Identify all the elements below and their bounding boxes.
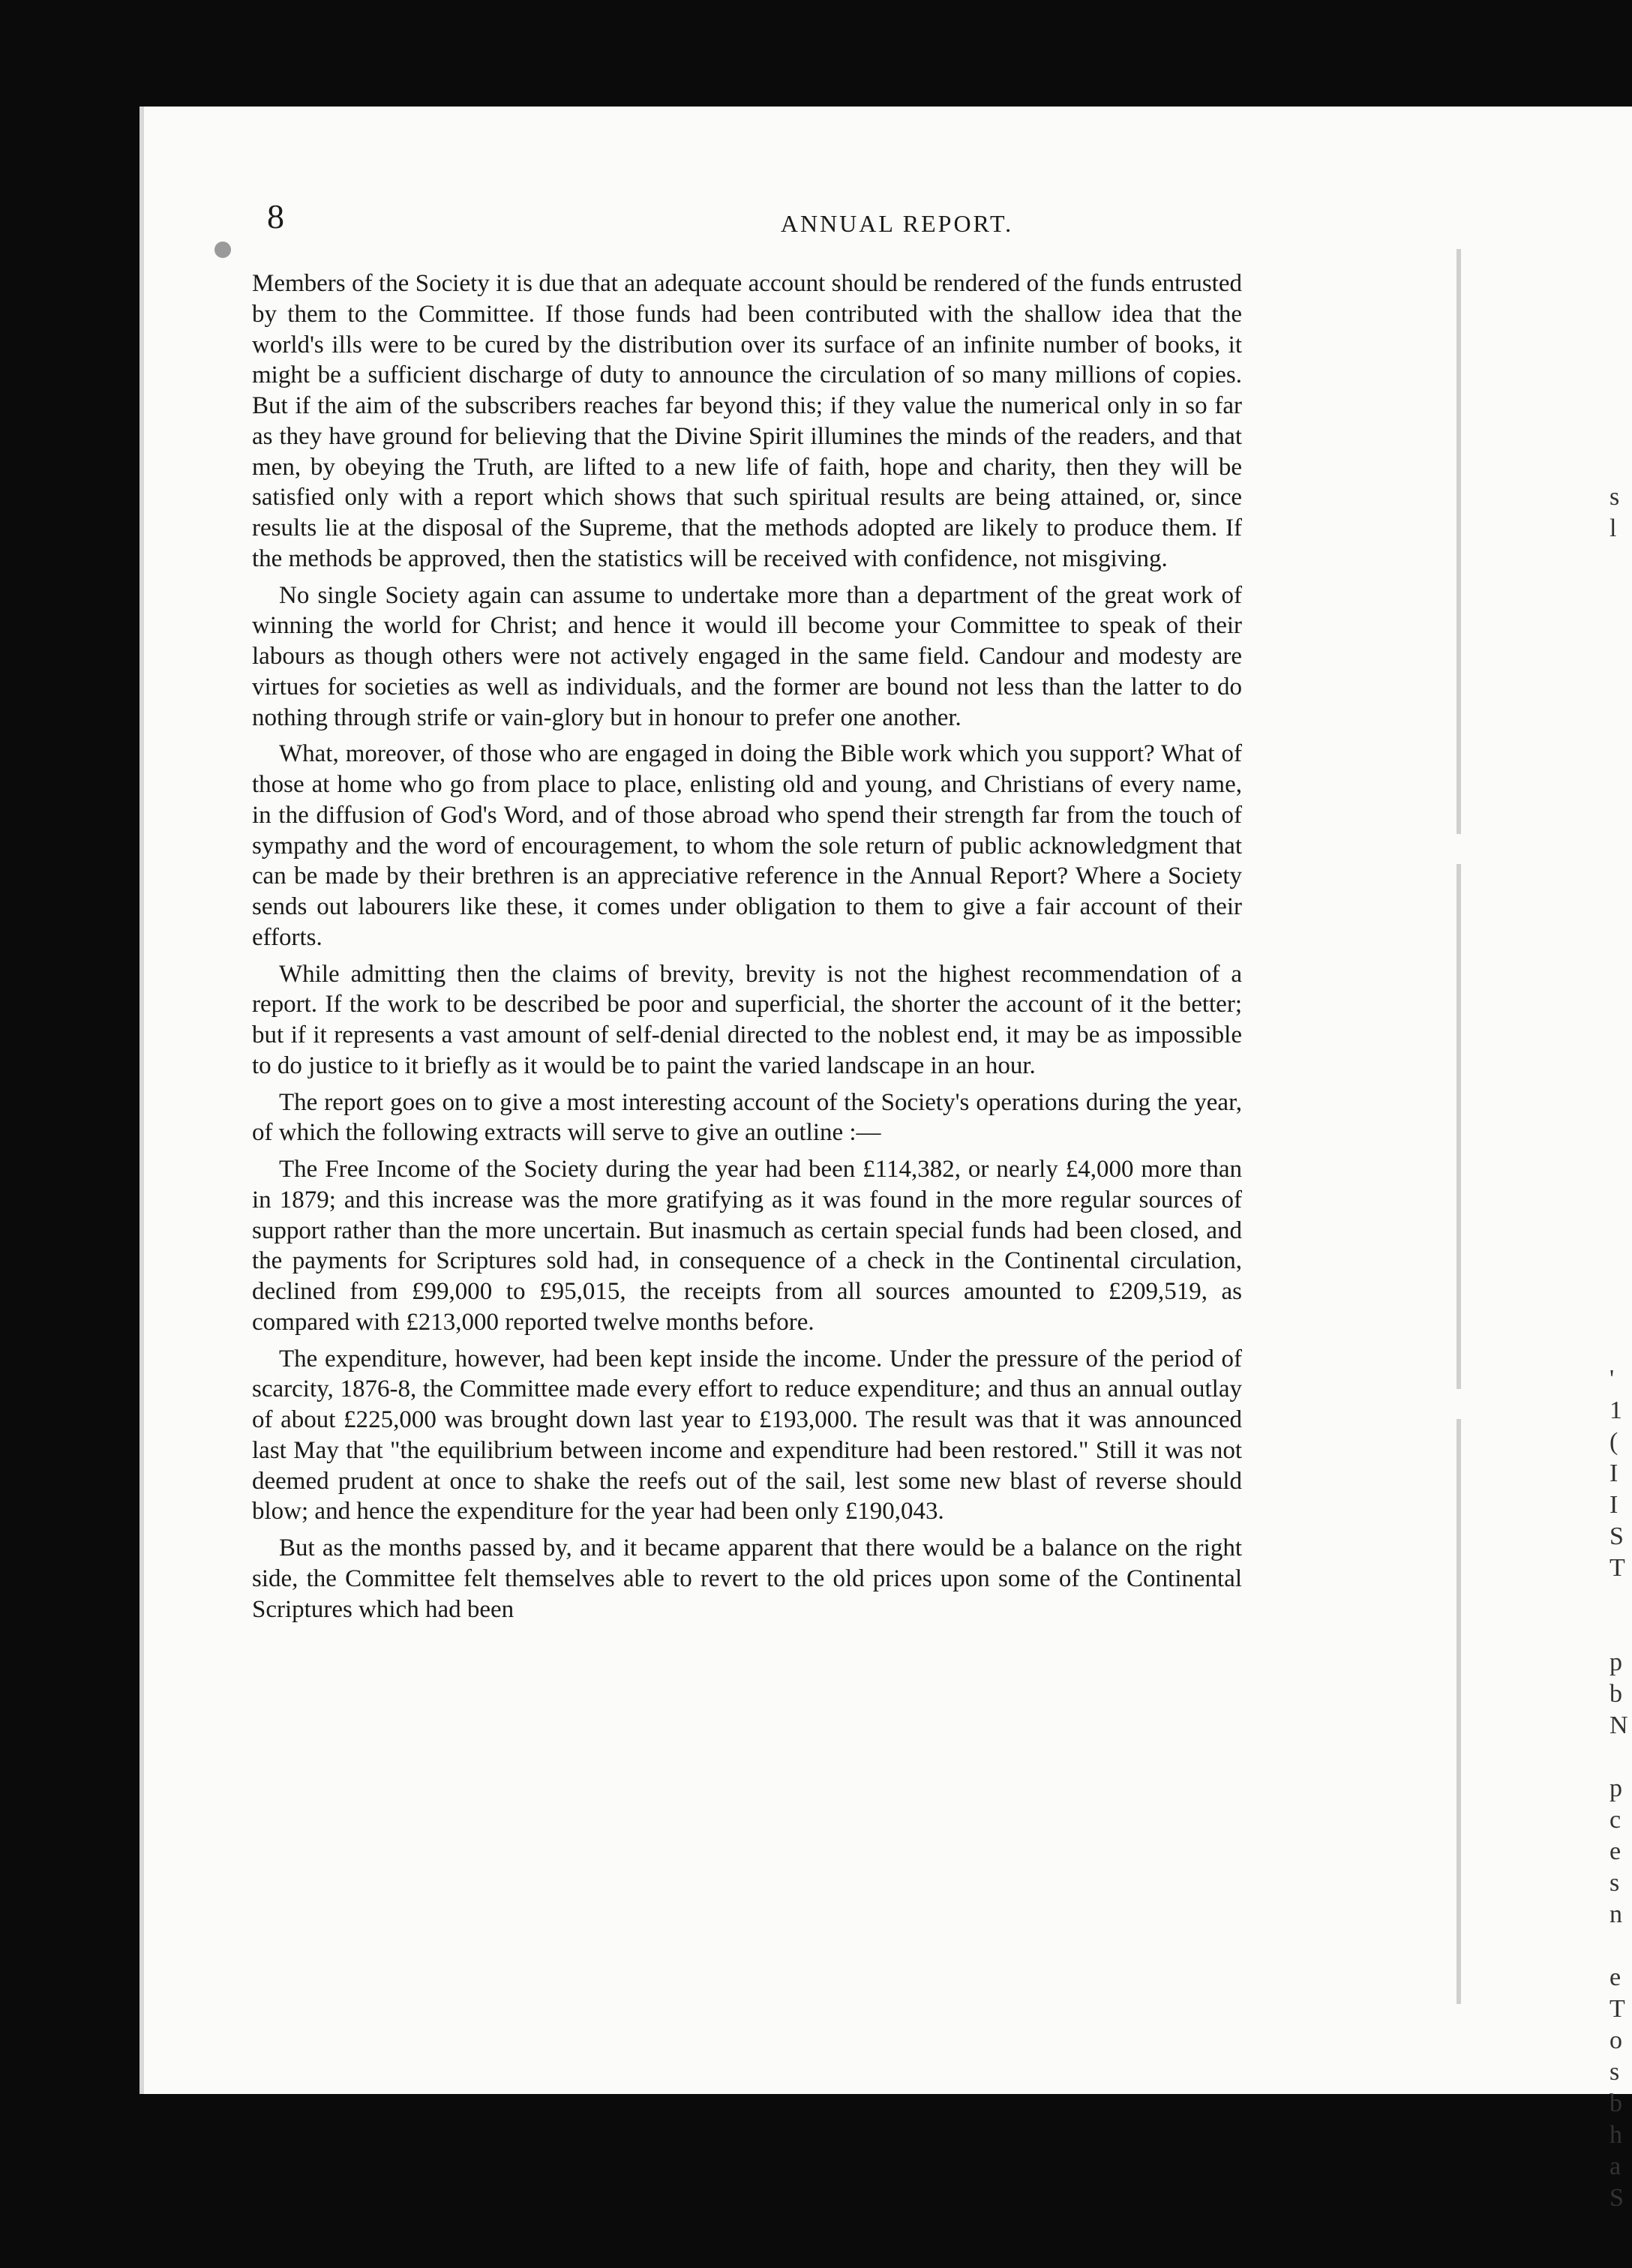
facing-fragment: b bbox=[1610, 1680, 1622, 1708]
facing-fragment bbox=[1610, 544, 1632, 576]
facing-fragment: a bbox=[1610, 2152, 1622, 2180]
facing-page-fragments bbox=[1610, 482, 1632, 2214]
facing-fragment: e bbox=[1610, 1964, 1622, 1991]
facing-fragment bbox=[1610, 1269, 1632, 1300]
facing-fragment bbox=[1610, 891, 1632, 922]
facing-fragment bbox=[1610, 1112, 1632, 1143]
facing-fragment: T bbox=[1610, 1554, 1625, 1582]
facing-fragment: s bbox=[1610, 2058, 1620, 2086]
facing-fragment bbox=[1610, 1930, 1632, 1962]
facing-fragment bbox=[1610, 639, 1632, 670]
facing-fragment bbox=[1610, 796, 1632, 828]
facing-fragment bbox=[1610, 1048, 1632, 1080]
facing-fragment bbox=[1610, 1300, 1632, 1332]
paragraph: The report goes on to give a most interesting account of the Society's operations during the year, of which the following extracts will serve to give an outline :— bbox=[252, 1088, 1242, 1147]
facing-fragment bbox=[1610, 1332, 1632, 1364]
facing-fragment bbox=[1610, 702, 1632, 734]
paragraph: What, moreover, of those who are engaged in doing the Bible work which you support? What of those at home who go from place to place, enlisting old and young, and Christians of every name, in the diffusion of God's Word, and of those abroad who spend their strength far from the touch of sympathy and the word of encouragement, to whom the sole return of public acknowledgment that can be made by their brethren is an appreciative reference in the Annual Report? Where a Society sends out labourers like these, it comes under obligation to them to give a fair account of their efforts. bbox=[252, 740, 1242, 951]
facing-fragment bbox=[1610, 922, 1632, 954]
facing-fragment: p bbox=[1610, 1648, 1622, 1676]
facing-fragment bbox=[1610, 1174, 1632, 1206]
paragraph: The Free Income of the Society during the year had been £114,382, or nearly £4,000 more than in 1879; and this increase was the more gratifying as it was found in the more regular sources of support rather than the more uncertain. But inasmuch as certain special funds had been closed, and the payments for Scriptures sold had, in consequence of a check in the Continental circulation, declined from £99,000 to £95,015, the receipts from all sources amounted to £209,519, as compared with £213,000 reported twelve months before. bbox=[252, 1156, 1242, 1336]
gutter-line bbox=[1456, 249, 1461, 834]
facing-fragment: N bbox=[1610, 1712, 1628, 1739]
page-number: 8 bbox=[267, 197, 284, 236]
facing-fragment bbox=[1610, 1017, 1632, 1048]
facing-fragment: S bbox=[1610, 2184, 1624, 2212]
facing-fragment: e bbox=[1610, 1838, 1622, 1865]
facing-fragment bbox=[1610, 1584, 1632, 1616]
page-edge bbox=[140, 106, 144, 2094]
facing-fragment bbox=[1610, 1238, 1632, 1269]
facing-fragment: c bbox=[1610, 1806, 1622, 1834]
facing-fragment bbox=[1610, 954, 1632, 986]
facing-fragment bbox=[1610, 986, 1632, 1017]
facing-fragment: o bbox=[1610, 2026, 1622, 2054]
paragraph: No single Society again can assume to undertake more than a department of the great work of winning the world for Christ; and hence it would ill become your Committee to speak of their labours as though others were not actively engaged in the same field. Candour and modesty are virtues for societies as well as individuals, and the former are bound not less than the latter to do nothing through strife or vain-glory but in honour to prefer one another. bbox=[252, 581, 1242, 731]
facing-fragment: p bbox=[1610, 1774, 1622, 1802]
facing-fragment: s bbox=[1610, 483, 1620, 511]
facing-fragment: h bbox=[1610, 2121, 1622, 2149]
paragraph: But as the months passed by, and it became apparent that there would be a balance on the right side, the Committee felt themselves able to revert to the old prices upon some of the Continental Scriptures which had been bbox=[252, 1534, 1242, 1623]
facing-fragment: T bbox=[1610, 1995, 1625, 2023]
facing-fragment bbox=[1610, 1742, 1632, 1773]
facing-fragment: ' bbox=[1610, 1365, 1615, 1393]
facing-fragment bbox=[1610, 860, 1632, 891]
facing-fragment: s bbox=[1610, 1869, 1620, 1897]
facing-fragment bbox=[1610, 828, 1632, 860]
paragraph: While admitting then the claims of brevity, brevity is not the highest recommendation of a report. If the work to be described be poor and superficial, the shorter the account of it the better; but if it represents a vast amount of self-denial directed to the noblest end, it may be as impossible to do justice to it briefly as it would be to paint the varied landscape in an hour. bbox=[252, 960, 1242, 1079]
facing-fragment: I bbox=[1610, 1491, 1618, 1519]
facing-fragment bbox=[1610, 670, 1632, 702]
facing-fragment: l bbox=[1610, 514, 1617, 542]
facing-fragment: I bbox=[1610, 1460, 1618, 1487]
book-page bbox=[140, 106, 1632, 2212]
facing-fragment bbox=[1610, 1143, 1632, 1174]
facing-fragment: b bbox=[1610, 2090, 1622, 2117]
running-head: ANNUAL REPORT. bbox=[780, 210, 1014, 237]
paragraph: The expenditure, however, had been kept inside the income. Under the pressure of the period of scarcity, 1876-8, the Committee made every effort to reduce expenditure; and thus an annual outlay of about £225,000 was brought down last year to £193,000. The result was that it was announced last May that "the equilibrium between income and expenditure had been restored." Still it was not deemed prudent at once to shake the reefs out of the sail, lest some new blast of reverse should blow; and hence the expenditure for the year had been only £190,043. bbox=[252, 1345, 1242, 1526]
body-text bbox=[252, 268, 1242, 1630]
paragraph: Members of the Society it is due that an adequate account should be rendered of the funds entrusted by them to the Committee. If those funds had been contributed with the shallow idea that the world's ills were to be cured by the distribution over its surface of an infinite number of books, it might be a sufficient discharge of duty to announce the circulation of so many millions of copies. But if the aim of the subscribers reaches far beyond this; if they value the numerical only in so far as they have ground for believing that the Divine Spirit illumines the minds of the readers, and that men, by obeying the Truth, are lifted to a new life of faith, hope and charity, then they will be satisfied only with a report which shows that such spiritual results are being attained, or, since results lie at the disposal of the Supreme, that the methods adopted are likely to produce them. If the methods be approved, then the statistics will be received with confidence, not misgiving. bbox=[252, 270, 1242, 572]
facing-fragment bbox=[1610, 765, 1632, 796]
facing-fragment bbox=[1610, 576, 1632, 608]
facing-fragment: 1 bbox=[1610, 1396, 1622, 1424]
facing-fragment bbox=[1610, 608, 1632, 639]
binding-gutter bbox=[1414, 219, 1504, 2034]
gutter-line bbox=[1456, 864, 1461, 1389]
facing-fragment: S bbox=[1610, 1522, 1624, 1550]
facing-fragment bbox=[1610, 1616, 1632, 1647]
scan-speck bbox=[214, 242, 231, 258]
facing-fragment: n bbox=[1610, 1900, 1622, 1928]
gutter-line bbox=[1456, 1419, 1461, 2004]
facing-fragment bbox=[1610, 734, 1632, 765]
facing-fragment bbox=[1610, 1206, 1632, 1238]
facing-fragment bbox=[1610, 1080, 1632, 1112]
facing-fragment: ( bbox=[1610, 1428, 1618, 1456]
